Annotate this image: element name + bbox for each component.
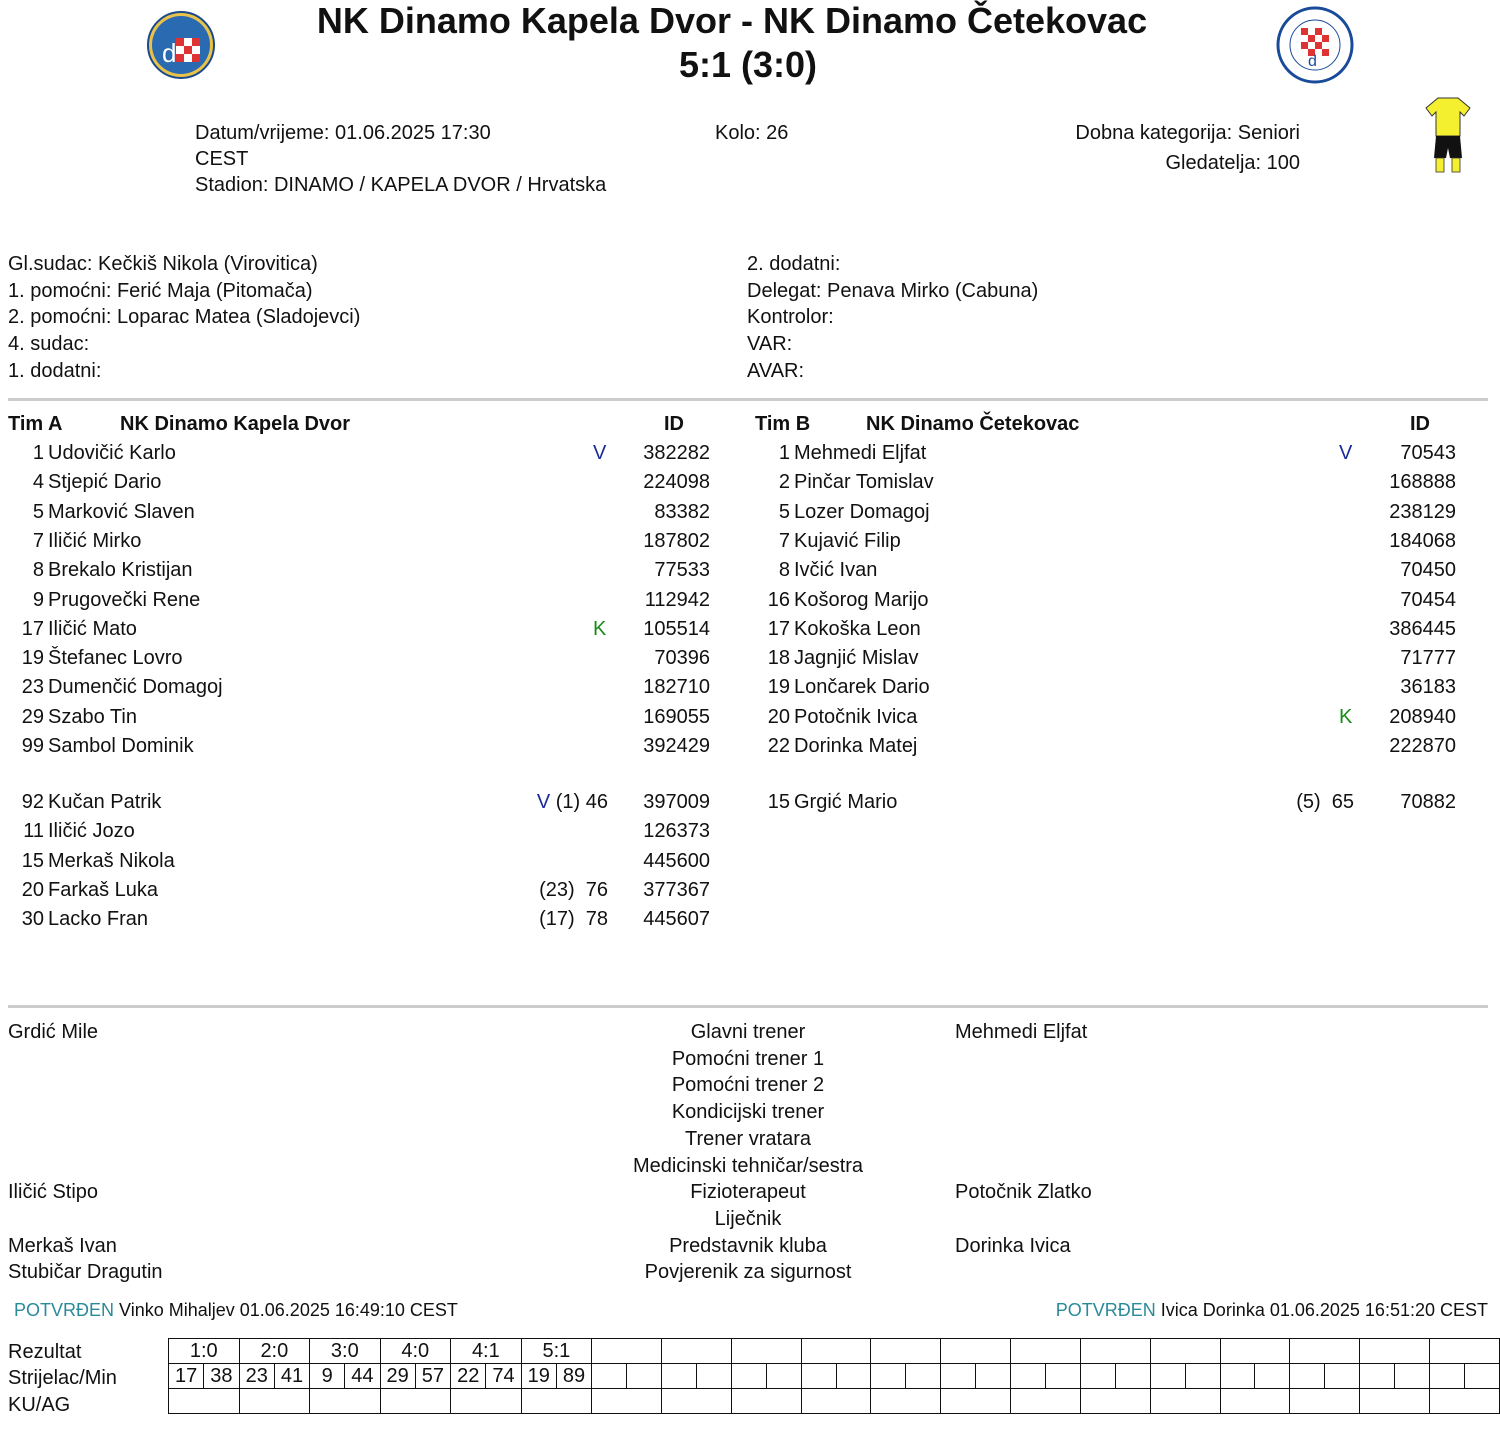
player-number: 7 bbox=[32, 529, 44, 552]
scorer-number-cell bbox=[801, 1364, 836, 1389]
kuag-cell bbox=[1080, 1389, 1150, 1414]
team-a-label: Tim A bbox=[8, 413, 63, 435]
player-number: 23 bbox=[21, 676, 44, 699]
home-staff-name: Merkaš Ivan bbox=[8, 1234, 117, 1257]
scorer-number-cell bbox=[592, 1364, 627, 1389]
player-id: 105514 bbox=[643, 617, 710, 640]
scorer-number-cell: 29 bbox=[380, 1364, 415, 1389]
staff-role: Trener vratara bbox=[685, 1127, 811, 1150]
substitution-info: (5) 65 bbox=[1296, 791, 1354, 813]
player-name: Jagnjić Mislav bbox=[794, 647, 919, 670]
match-category: Dobna kategorija: Seniori bbox=[1075, 122, 1300, 144]
score-cell bbox=[1429, 1339, 1499, 1364]
score-cell bbox=[1080, 1339, 1150, 1364]
scorer-number-cell bbox=[1429, 1364, 1464, 1389]
score-cell: 4:1 bbox=[451, 1339, 522, 1364]
official-line: Kontrolor: bbox=[747, 306, 834, 329]
result-row bbox=[169, 1339, 1500, 1364]
away-staff-name: Potočnik Zlatko bbox=[955, 1181, 1092, 1204]
score-cell: 4:0 bbox=[380, 1339, 451, 1364]
player-id: 382282 bbox=[643, 442, 710, 464]
player-number: 7 bbox=[778, 529, 790, 552]
sub-number: 30 bbox=[21, 908, 44, 931]
player-number: 18 bbox=[767, 647, 790, 670]
kuag-cell bbox=[592, 1389, 662, 1414]
score-cell bbox=[1220, 1339, 1290, 1364]
kuag-cell bbox=[1011, 1389, 1081, 1414]
scorer-minute-cell bbox=[906, 1364, 941, 1389]
player-number: 29 bbox=[21, 705, 44, 728]
player-name: Štefanec Lovro bbox=[48, 647, 183, 670]
score-cell bbox=[941, 1339, 1011, 1364]
kuag-cell bbox=[380, 1389, 451, 1414]
player-id: 386445 bbox=[1389, 617, 1456, 640]
player-name: Pinčar Tomislav bbox=[794, 471, 934, 494]
player-name: Lozer Domagoj bbox=[794, 500, 930, 523]
player-id: 70396 bbox=[654, 647, 710, 670]
sub-name: Lacko Fran bbox=[48, 908, 149, 931]
scorer-number-cell: 17 bbox=[169, 1364, 204, 1389]
official-line: AVAR: bbox=[747, 359, 805, 382]
kuag-cell bbox=[310, 1389, 380, 1414]
official-line: 4. sudac: bbox=[8, 333, 90, 356]
divider bbox=[8, 398, 1488, 401]
confirm-away-status: POTVRĐEN bbox=[1055, 1300, 1156, 1320]
home-club-logo bbox=[146, 10, 216, 80]
player-id: 187802 bbox=[643, 529, 710, 552]
player-id: 112942 bbox=[644, 588, 710, 611]
player-name: Mehmedi Eljfat bbox=[794, 442, 927, 464]
player-number: 17 bbox=[767, 617, 790, 640]
row-label-result: Rezultat bbox=[8, 1341, 82, 1363]
scorer-number-cell bbox=[1220, 1364, 1255, 1389]
staff-role: Kondicijski trener bbox=[671, 1101, 825, 1124]
player-number: 8 bbox=[778, 559, 790, 582]
player-name: Kujavić Filip bbox=[794, 529, 901, 552]
player-id: 70543 bbox=[1400, 442, 1456, 464]
player-number: 1 bbox=[778, 442, 790, 464]
sub-name: Merkaš Nikola bbox=[48, 849, 175, 872]
player-name: Sambol Dominik bbox=[48, 735, 194, 757]
substitution-info: (23) 76 bbox=[539, 878, 608, 901]
staff-role: Fizioterapeut bbox=[690, 1181, 806, 1204]
official-line: VAR: bbox=[747, 333, 793, 356]
svg-text:d: d bbox=[1308, 53, 1317, 70]
scorer-number-cell: 22 bbox=[451, 1364, 486, 1389]
score-cell: 3:0 bbox=[310, 1339, 380, 1364]
score-cell bbox=[1011, 1339, 1081, 1364]
home-staff-name: Grdić Mile bbox=[8, 1021, 99, 1043]
player-name: Košorog Marijo bbox=[794, 588, 929, 611]
player-name: Prugovečki Rene bbox=[48, 588, 201, 611]
confirm-home-status: POTVRĐEN bbox=[14, 1300, 115, 1320]
player-name: Kokoška Leon bbox=[794, 617, 921, 640]
player-number: 2 bbox=[778, 471, 790, 494]
away-staff-name: Dorinka Ivica bbox=[955, 1234, 1071, 1257]
scorer-number-cell bbox=[1080, 1364, 1115, 1389]
scorer-minute-cell bbox=[1045, 1364, 1080, 1389]
score-cell bbox=[1360, 1339, 1430, 1364]
kuag-cell bbox=[1360, 1389, 1430, 1414]
staff-role: Medicinski tehničar/sestra bbox=[632, 1154, 864, 1177]
scorer-number-cell bbox=[1150, 1364, 1185, 1389]
player-name: Lončarek Dario bbox=[794, 676, 930, 699]
substitution-info bbox=[460, 791, 608, 814]
scorer-number-cell: 19 bbox=[521, 1364, 556, 1389]
scorer-number-cell bbox=[1011, 1364, 1046, 1389]
substitution-detail: (1) 46 bbox=[550, 791, 608, 813]
sub-id: 126373 bbox=[643, 820, 710, 843]
player-id: 83382 bbox=[654, 500, 710, 523]
score-cell bbox=[1290, 1339, 1360, 1364]
kuag-cell bbox=[1150, 1389, 1220, 1414]
player-number: 20 bbox=[767, 705, 790, 728]
away-staff-name: Mehmedi Eljfat bbox=[955, 1021, 1088, 1043]
sub-id: 445600 bbox=[643, 849, 710, 872]
scorer-number-cell bbox=[871, 1364, 906, 1389]
player-number: 16 bbox=[767, 588, 790, 611]
kuag-cell bbox=[1290, 1389, 1360, 1414]
official-line: 2. dodatni: bbox=[747, 253, 841, 275]
official-line: Delegat: Penava Mirko (Cabuna) bbox=[747, 279, 1039, 302]
kuag-cell bbox=[1220, 1389, 1290, 1414]
scorer-minute-cell bbox=[1395, 1364, 1430, 1389]
captain-badge: K bbox=[1339, 705, 1353, 728]
staff-role: Predstavnik kluba bbox=[669, 1234, 827, 1257]
confirm-home bbox=[14, 1300, 458, 1321]
team-b-id-header: ID bbox=[1410, 413, 1430, 435]
scorer-minute-cell bbox=[627, 1364, 662, 1389]
match-round: Kolo: 26 bbox=[715, 122, 789, 144]
scorer-minute-cell: 89 bbox=[556, 1364, 591, 1389]
score-cell: 5:1 bbox=[521, 1339, 592, 1364]
score-cell: 2:0 bbox=[239, 1339, 310, 1364]
staff-role: Liječnik bbox=[714, 1207, 782, 1230]
player-id: 222870 bbox=[1389, 735, 1456, 757]
player-id: 182710 bbox=[643, 676, 710, 699]
kuag-cell bbox=[521, 1389, 592, 1414]
player-number: 9 bbox=[32, 588, 44, 611]
scorer-minute-cell: 41 bbox=[274, 1364, 309, 1389]
player-name: Dorinka Matej bbox=[794, 735, 918, 757]
confirm-away bbox=[1056, 1300, 1488, 1321]
scorer-minute-cell: 44 bbox=[345, 1364, 380, 1389]
player-id: 169055 bbox=[643, 705, 710, 728]
sub-number: 20 bbox=[21, 878, 44, 901]
player-name: Szabo Tin bbox=[48, 705, 137, 728]
scorer-number-cell bbox=[662, 1364, 697, 1389]
score-cell bbox=[801, 1339, 871, 1364]
player-id: 224098 bbox=[643, 471, 710, 494]
player-name: Udovičić Karlo bbox=[48, 442, 176, 464]
result-row bbox=[169, 1389, 1500, 1414]
goalkeeper-badge: V bbox=[593, 442, 607, 464]
kit-jersey-icon bbox=[1424, 96, 1472, 176]
sub-id: 377367 bbox=[643, 878, 710, 901]
kuag-cell bbox=[662, 1389, 732, 1414]
scorer-minute-cell bbox=[976, 1364, 1011, 1389]
player-id: 70454 bbox=[1400, 588, 1456, 611]
official-line: 1. pomoćni: Ferić Maja (Pitomača) bbox=[8, 279, 313, 302]
match-title: NK Dinamo Kapela Dvor - NK Dinamo Četekovac bbox=[316, 0, 1148, 41]
kuag-cell bbox=[1429, 1389, 1499, 1414]
scorer-minute-cell: 74 bbox=[486, 1364, 521, 1389]
sub-name: Kučan Patrik bbox=[48, 791, 162, 813]
match-timezone: CEST bbox=[195, 148, 249, 170]
staff-role: Povjerenik za sigurnost bbox=[644, 1261, 852, 1284]
player-id: 36183 bbox=[1400, 676, 1456, 699]
sub-number: 92 bbox=[21, 791, 44, 813]
player-id: 208940 bbox=[1389, 705, 1456, 728]
team-a-id-header: ID bbox=[664, 413, 684, 435]
result-table bbox=[168, 1338, 1500, 1414]
scorer-minute-cell bbox=[1115, 1364, 1150, 1389]
scorer-minute-cell bbox=[1185, 1364, 1220, 1389]
official-line: Gl.sudac: Kečkiš Nikola (Virovitica) bbox=[8, 253, 318, 275]
player-name: Brekalo Kristijan bbox=[48, 559, 193, 582]
player-id: 71777 bbox=[1400, 647, 1456, 670]
sub-name: Farkaš Luka bbox=[48, 878, 159, 901]
match-spectators: Gledatelja: 100 bbox=[1165, 152, 1300, 174]
player-name: Stjepić Dario bbox=[48, 471, 162, 494]
confirm-home-text: Vinko Mihaljev 01.06.2025 16:49:10 CEST bbox=[119, 1300, 458, 1320]
sub-id: 397009 bbox=[643, 791, 710, 813]
score-cell: 1:0 bbox=[169, 1339, 240, 1364]
substitution-info: (17) 78 bbox=[539, 908, 608, 931]
team-a-name: NK Dinamo Kapela Dvor bbox=[120, 413, 351, 435]
match-stadium: Stadion: DINAMO / KAPELA DVOR / Hrvatska bbox=[195, 174, 607, 196]
kuag-cell bbox=[871, 1389, 941, 1414]
official-line: 2. pomoćni: Loparac Matea (Sladojevci) bbox=[8, 306, 361, 329]
svg-text:d: d bbox=[162, 38, 177, 68]
player-name: Ivčić Ivan bbox=[794, 559, 878, 582]
sub-number: 11 bbox=[23, 820, 44, 843]
player-id: 70450 bbox=[1400, 559, 1456, 582]
score-cell bbox=[662, 1339, 732, 1364]
player-id: 392429 bbox=[643, 735, 710, 757]
player-name: Dumenčić Domagoj bbox=[48, 676, 223, 699]
goalkeeper-badge: V bbox=[536, 791, 551, 813]
scorer-minute-cell bbox=[1464, 1364, 1499, 1389]
staff-role: Pomoćni trener 2 bbox=[671, 1074, 825, 1097]
player-number: 4 bbox=[32, 471, 44, 494]
kuag-cell bbox=[169, 1389, 240, 1414]
player-number: 8 bbox=[32, 559, 44, 582]
score-cell bbox=[592, 1339, 662, 1364]
match-score: 5:1 (3:0) bbox=[678, 44, 818, 85]
confirm-away-text: Ivica Dorinka 01.06.2025 16:51:20 CEST bbox=[1160, 1300, 1488, 1320]
score-cell bbox=[871, 1339, 941, 1364]
scorer-minute-cell: 57 bbox=[415, 1364, 450, 1389]
player-name: Marković Slaven bbox=[48, 500, 195, 523]
player-number: 19 bbox=[767, 676, 790, 699]
player-id: 168888 bbox=[1389, 471, 1456, 494]
score-cell bbox=[1150, 1339, 1220, 1364]
scorer-number-cell bbox=[1360, 1364, 1395, 1389]
scorer-number-cell bbox=[731, 1364, 766, 1389]
official-line: 1. dodatni: bbox=[8, 359, 102, 382]
row-label-scorer: Strijelac/Min bbox=[8, 1367, 117, 1389]
sub-number: 15 bbox=[21, 849, 44, 872]
kuag-cell bbox=[801, 1389, 871, 1414]
home-staff-name: Iličić Stipo bbox=[8, 1181, 99, 1204]
scorer-number-cell: 23 bbox=[239, 1364, 274, 1389]
scorer-minute-cell bbox=[1255, 1364, 1290, 1389]
scorer-minute-cell bbox=[1325, 1364, 1360, 1389]
sub-number: 15 bbox=[767, 791, 790, 813]
player-number: 17 bbox=[21, 617, 44, 640]
sub-id: 70882 bbox=[1400, 791, 1456, 813]
player-number: 19 bbox=[21, 647, 44, 670]
goalkeeper-badge: V bbox=[1339, 442, 1353, 464]
divider bbox=[8, 1005, 1488, 1008]
kuag-cell bbox=[239, 1389, 310, 1414]
team-b-label: Tim B bbox=[755, 413, 811, 435]
staff-role: Glavni trener bbox=[690, 1021, 806, 1043]
score-cell bbox=[731, 1339, 801, 1364]
row-label-kuag: KU/AG bbox=[8, 1394, 71, 1416]
player-id: 238129 bbox=[1389, 500, 1456, 523]
sub-id: 445607 bbox=[643, 908, 710, 931]
sub-name: Iličić Jozo bbox=[48, 820, 135, 843]
sub-name: Grgić Mario bbox=[794, 791, 898, 813]
scorer-minute-cell: 38 bbox=[204, 1364, 239, 1389]
scorer-minute-cell bbox=[836, 1364, 871, 1389]
kuag-cell bbox=[731, 1389, 801, 1414]
player-id: 184068 bbox=[1389, 529, 1456, 552]
kuag-cell bbox=[451, 1389, 522, 1414]
scorer-minute-cell bbox=[766, 1364, 801, 1389]
kuag-cell bbox=[941, 1389, 1011, 1414]
player-number: 5 bbox=[778, 500, 790, 523]
result-row bbox=[169, 1364, 1500, 1389]
scorer-minute-cell bbox=[696, 1364, 731, 1389]
team-b-name: NK Dinamo Četekovac bbox=[866, 413, 1080, 435]
match-datetime: Datum/vrijeme: 01.06.2025 17:30 bbox=[195, 122, 491, 144]
player-name: Iličić Mato bbox=[48, 617, 137, 640]
scorer-number-cell bbox=[1290, 1364, 1325, 1389]
staff-role: Pomoćni trener 1 bbox=[671, 1047, 825, 1070]
player-number: 5 bbox=[32, 500, 44, 523]
player-name: Potočnik Ivica bbox=[794, 705, 918, 728]
player-number: 1 bbox=[32, 442, 44, 464]
scorer-number-cell: 9 bbox=[310, 1364, 345, 1389]
home-staff-name: Stubičar Dragutin bbox=[8, 1261, 163, 1284]
captain-badge: K bbox=[593, 617, 607, 640]
player-name: Iličić Mirko bbox=[48, 529, 142, 552]
scorer-number-cell bbox=[941, 1364, 976, 1389]
player-id: 77533 bbox=[654, 559, 710, 582]
player-number: 99 bbox=[21, 735, 44, 757]
player-number: 22 bbox=[767, 735, 790, 757]
away-club-logo bbox=[1276, 6, 1354, 84]
